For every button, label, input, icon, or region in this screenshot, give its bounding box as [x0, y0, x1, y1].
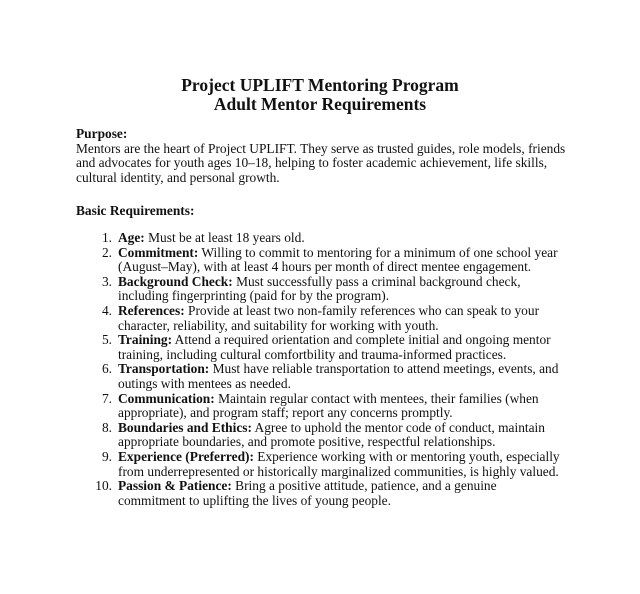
purpose-text: Mentors are the heart of Project UPLIFT. They serve as trusted guides, role models, friends and advocates for youth ages 10–18, helping to foster academic achievement, life skills, cultural identity, and personal growth.: [76, 140, 566, 185]
requirements-list: [81, 231, 565, 508]
purpose-section: [76, 127, 568, 185]
requirements-heading: [76, 204, 568, 219]
document-title: [0, 76, 640, 114]
item-text: Attend a required orientation and complete initial and ongoing mentor training, including cultural comfortbility and trauma-informed practices.: [118, 332, 551, 362]
item-text: Must successfully pass a criminal background check, including fingerprinting (paid for by the program).: [118, 273, 521, 304]
requirement-item: [81, 246, 565, 275]
item-term: Transportation:: [118, 361, 210, 377]
item-number: 4.: [101, 302, 112, 318]
item-term: Communication:: [118, 390, 215, 406]
item-term: Training:: [118, 332, 173, 348]
item-text: Must have reliable transportation to attend meetings, events, and outings with mentees as needed.: [118, 361, 559, 391]
item-term: Background Check:: [118, 273, 233, 289]
requirement-item: [81, 450, 565, 479]
requirements-heading-text: Basic Requirements:: [76, 203, 195, 218]
requirement-item: [81, 392, 565, 421]
item-number: 7.: [101, 390, 112, 406]
purpose-heading: Purpose:: [76, 126, 128, 141]
item-term: Age:: [118, 230, 145, 245]
item-text: Experience working with or mentoring youth, especially from underrepresented or historically marginalized communities, is highly valued.: [118, 448, 560, 479]
title-line-1: Project UPLIFT Mentoring Program: [181, 75, 459, 95]
requirement-item: [81, 231, 565, 246]
item-number: 6.: [101, 361, 112, 377]
item-text: Must be at least 18 years old.: [144, 230, 305, 245]
item-term: Commitment:: [118, 244, 199, 260]
item-number: 1.: [101, 230, 112, 245]
item-text: Bring a positive attitude, patience, and a genuine commitment to uplifting the lives of young people.: [118, 478, 497, 508]
requirement-item: [81, 333, 565, 362]
item-number: 2.: [101, 244, 112, 260]
requirement-item: [81, 362, 565, 391]
item-number: 5.: [101, 332, 112, 348]
item-text: Willing to commit to mentoring for a minimum of one school year (August–May), with at least 4 hours per month of direct mentee engagement.: [118, 244, 558, 275]
title-line-2: Adult Mentor Requirements: [213, 94, 427, 114]
item-term: References:: [118, 302, 185, 318]
item-number: 8.: [101, 419, 112, 435]
requirement-item: [81, 479, 565, 508]
requirement-item: [81, 421, 565, 450]
item-term: Passion & Patience:: [118, 478, 232, 494]
item-text: Provide at least two non-family references who can speak to your character, reliability, and suitability for working with youth.: [118, 302, 540, 333]
requirement-item: [81, 304, 565, 333]
item-term: Experience (Preferred):: [118, 448, 254, 464]
item-term: Boundaries and Ethics:: [118, 419, 252, 435]
item-text: Maintain regular contact with mentees, their families (when appropriate), and program staff; report any concerns promptly.: [118, 390, 539, 421]
item-number: 3.: [101, 273, 112, 289]
requirement-item: [81, 275, 565, 304]
item-number: 10.: [95, 478, 112, 494]
item-text: Agree to uphold the mentor code of conduct, maintain appropriate boundaries, and promote positive, respectful relationships.: [118, 419, 545, 450]
item-number: 9.: [101, 448, 112, 464]
